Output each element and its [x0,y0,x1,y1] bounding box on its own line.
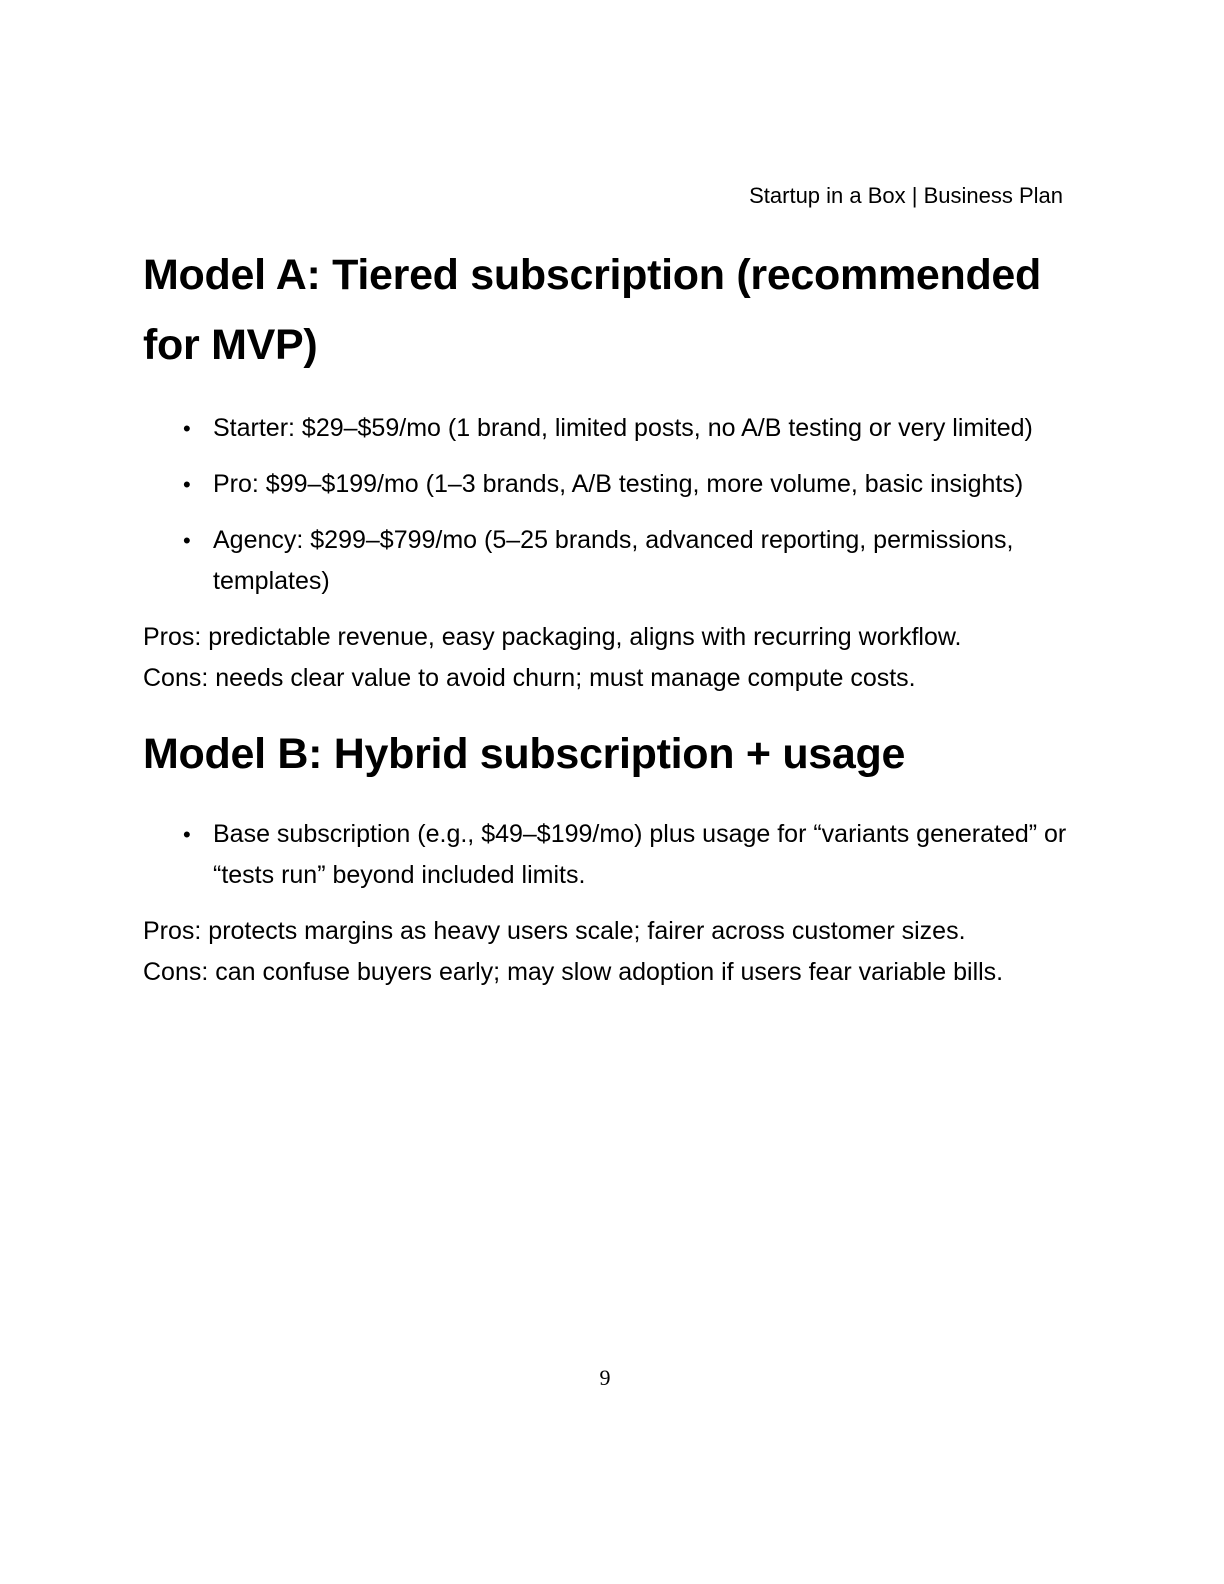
list-item-text: Pro: $99–$199/mo (1–3 brands, A/B testing, more volume, basic insights) [213,470,1024,498]
list-item-text: Agency: $299–$799/mo (5–25 brands, advanced reporting, permissions, templates) [213,526,1014,595]
section-b-bullet-list [143,814,1083,896]
list-item [143,464,1083,505]
bullet-icon: • [183,416,191,441]
running-header: Startup in a Box | Business Plan [749,183,1063,208]
section-b-title: Model B: Hybrid subscription + usage [143,730,906,778]
list-item-text: Base subscription (e.g., $49–$199/mo) plus usage for “variants generated” or “tests run” beyond included limits. [213,820,1067,889]
bullet-icon: • [183,822,191,847]
section-a-bullet-list [143,408,1083,602]
list-item [143,814,1083,896]
page-content [143,240,1083,993]
bullet-icon: • [183,528,191,553]
bullet-icon: • [183,472,191,497]
section-b-pros: Pros: protects margins as heavy users scale; fairer across customer sizes. [143,917,966,945]
section-a-pros: Pros: predictable revenue, easy packaging, aligns with recurring workflow. [143,623,962,651]
list-item [143,520,1083,602]
section-a-cons: Cons: needs clear value to avoid churn; must manage compute costs. [143,664,916,692]
section-b-cons: Cons: can confuse buyers early; may slow adoption if users fear variable bills. [143,958,1004,986]
page-number: 9 [599,1365,611,1390]
section-a-title: Model A: Tiered subscription (recommended for MVP) [143,251,1042,369]
list-item-text: Starter: $29–$59/mo (1 brand, limited posts, no A/B testing or very limited) [213,414,1033,442]
list-item [143,408,1083,449]
